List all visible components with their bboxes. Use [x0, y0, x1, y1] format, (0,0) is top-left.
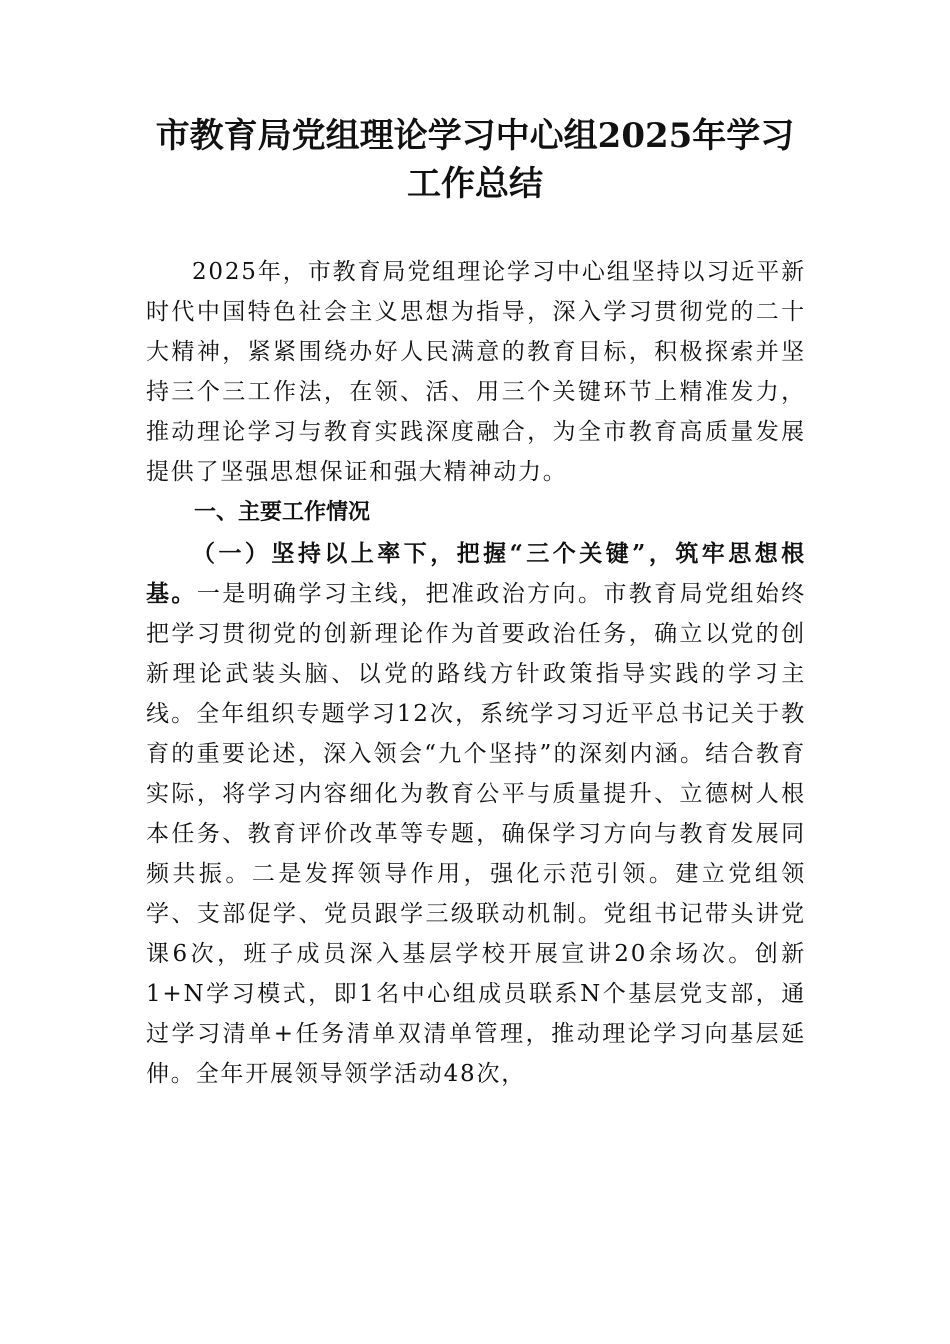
document-title: 市教育局党组理论学习中心组2025年学习工作总结 — [155, 116, 795, 204]
section-heading: 一、主要工作情况 — [194, 500, 371, 525]
subsection-lead: （一）坚持以上率下，把握“三个关键”，筑牢思想根基。 — [146, 540, 806, 607]
subsection-text: 一是明确学习主线，把准政治方向。市教育局党组始终把学习贯彻党的创新理论作为首要政治任务，确立以党的创新理论武装头脑、以党的路线方针政策指导实践的学习主线。全年组织专题学习12次，系统学习习近平总书记关于教育的重要论述，深入领会“九个坚持”的深刻内涵。结合教育实际，将学习内容细化为教育公平与质量提升、立德树人根本任务、教育评价改革等专题，确保学习方向与教育发展同频共振。二是发挥领导作用，强化示范引领。建立党组领学、支部促学、党员跟学三级联动机制。党组书记带头讲党课6次，班子成员深入基层学校开展宣讲20余场次。创新1+N学习模式，即1名中心组成员联系N个基层党支部，通过学习清单+任务清单双清单管理，推动理论学习向基层延伸。全年开展领导领学活动48次， — [146, 581, 807, 1087]
subsection-paragraph — [146, 534, 806, 1094]
document-body — [146, 252, 806, 1094]
intro-paragraph: 2025年，市教育局党组理论学习中心组坚持以习近平新时代中国特色社会主义思想为指导，深入学习贯彻党的二十大精神，紧紧围绕办好人民满意的教育目标，积极探索并坚持三个三工作法，在领、活、用三个关键环节上精准发力，推动理论学习与教育实践深度融合，为全市教育高质量发展提供了坚强思想保证和强大精神动力。 — [146, 259, 806, 485]
